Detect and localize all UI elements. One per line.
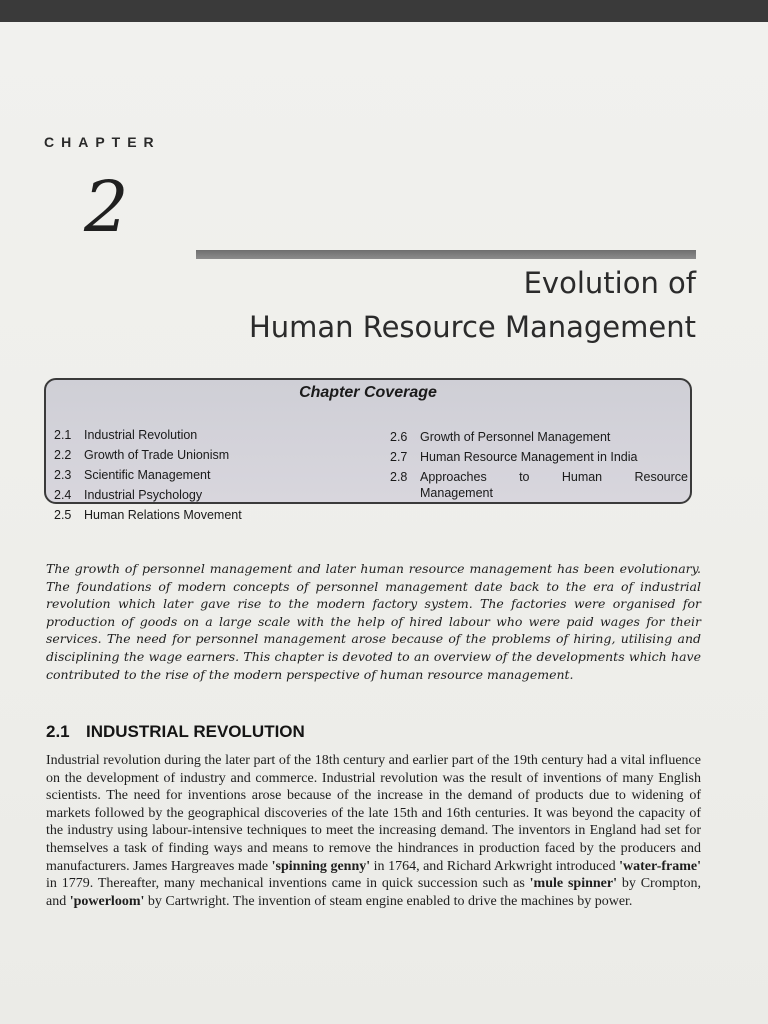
coverage-item-number: 2.4 <box>54 488 72 502</box>
coverage-item-label: Growth of Trade Unionism <box>84 448 230 462</box>
coverage-item <box>390 430 610 444</box>
coverage-item-number: 2.3 <box>54 468 72 482</box>
coverage-item-label: Approaches to Human Resource <box>420 470 688 484</box>
coverage-item-label: Industrial Revolution <box>84 428 198 442</box>
bold-term-water-frame: 'water-frame' <box>619 858 702 874</box>
body-text-segment: in 1779. Thereafter, many mechanical inventions came in quick succession such as <box>46 876 530 892</box>
coverage-item-number: 2.2 <box>54 448 72 462</box>
coverage-item-label: Human Resource Management in India <box>420 450 638 464</box>
coverage-item-number: 2.5 <box>54 508 72 522</box>
body-text-segment: by Crompton, and <box>46 876 701 909</box>
coverage-item <box>54 468 210 482</box>
chapter-title-line-1: Evolution of <box>523 266 696 300</box>
coverage-item-number: 2.1 <box>54 428 72 442</box>
coverage-item-label: Scientific Management <box>84 468 211 482</box>
intro-paragraph: The growth of personnel management and later human resource management has been evolutionary. The foundations of modern concepts of personnel management date back to the era of industrial revolution which later gave rise to the modern factory system. The factories were organised for production of goods on a large scale with the help of hired labour who were paid wages for their services. The need for personnel management arose because of the problems of hiring, utilising and disciplining the wage earners. This chapter is devoted to an overview of the developments which have contributed to the rise of the modern perspective of human resource management. <box>46 561 701 682</box>
coverage-item <box>54 508 242 522</box>
chapter-coverage-box <box>44 378 692 522</box>
coverage-item <box>54 488 202 502</box>
coverage-item-continuation: Management <box>420 486 493 500</box>
section-title: INDUSTRIAL REVOLUTION <box>86 722 305 741</box>
body-text-segment: by Cartwright. The invention of steam engine enabled to drive the machines by power. <box>144 893 633 909</box>
chapter-coverage-title: Chapter Coverage <box>299 384 437 401</box>
section-number: 2.1 <box>46 722 70 741</box>
coverage-item <box>54 428 197 442</box>
section-body-paragraph <box>46 752 701 910</box>
coverage-item-label: Industrial Psychology <box>84 488 203 502</box>
chapter-label: CHAPTER <box>44 134 161 150</box>
coverage-item-number: 2.6 <box>390 430 408 444</box>
book-page <box>0 22 768 1024</box>
chapter-title-line-2: Human Resource Management <box>248 310 696 344</box>
coverage-item-label: Human Relations Movement <box>84 508 242 522</box>
coverage-item <box>54 448 229 462</box>
coverage-item-label: Growth of Personnel Management <box>420 430 611 444</box>
title-rule <box>196 250 696 259</box>
bold-term-mule-spinner: 'mule spinner' <box>529 876 617 892</box>
body-text-segment: in 1764, and Richard Arkwright introduced <box>370 858 620 874</box>
bold-term-powerloom: 'powerloom' <box>69 893 145 909</box>
coverage-item-number: 2.7 <box>390 450 408 464</box>
body-text-segment: Industrial revolution during the later part of the 18th century and earlier part of the 19th century had a vital influence on the development of industry and commerce. Industrial revolution was the result of inventions of many English scientists. The need for inventions arose because of the increase in the demand of products due to widening of markets followed by the geographical discoveries of the late 15th and 16th centuries. It was beyond the capacity of the industry using labour-intensive techniques to meet the increasing demand. The inventors in England had set for themselves a task of finding ways and means to remove the hindrances in production faced by the producers and manufacturers. James Hargreaves made <box>46 753 701 874</box>
coverage-item-number: 2.8 <box>390 470 408 484</box>
section-heading <box>46 722 305 742</box>
bold-term-spinning-genny: 'spinning genny' <box>271 858 371 874</box>
chapter-number: 2 <box>84 166 129 248</box>
coverage-item <box>390 450 637 464</box>
coverage-item <box>390 469 690 486</box>
